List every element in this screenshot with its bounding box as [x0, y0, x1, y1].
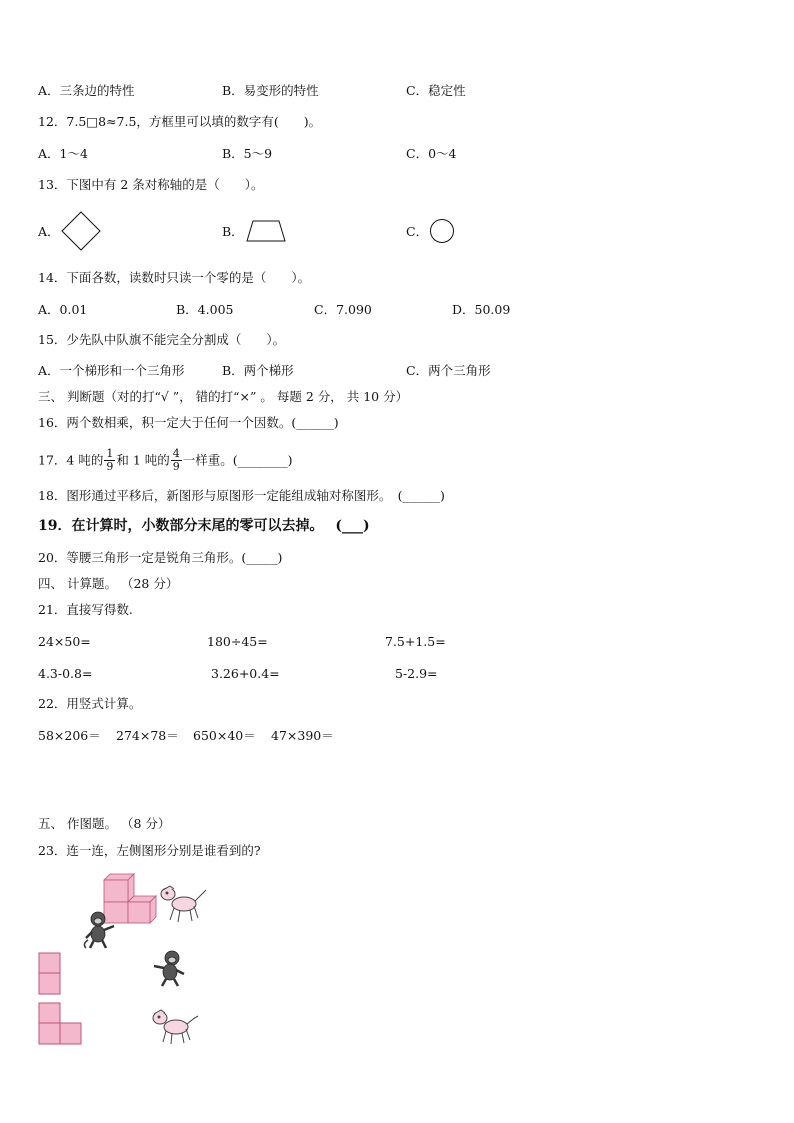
q18-text: 18．图形通过平移后，新图形与原图形一定能组成轴对称图形。 (______): [38, 488, 445, 503]
q11-option-b: B．易变形的特性: [222, 83, 319, 98]
q12-option-b: B．5～9: [222, 146, 273, 161]
q17-fraction-2-numerator: 4: [172, 447, 180, 460]
q13-option-b: B．: [222, 224, 244, 239]
q21-item: 24×50=: [38, 634, 91, 649]
q22-item: 650×40＝: [193, 728, 256, 743]
view-two-stacked-squares: [38, 952, 62, 996]
q17-fraction-2-denominator: 9: [172, 460, 180, 473]
diamond-icon: [62, 212, 102, 252]
q14-option-d: D．50.09: [452, 302, 511, 317]
q21-item: 180÷45=: [207, 634, 268, 649]
q21-stem: 21．直接写得数.: [38, 602, 133, 617]
q14-option-c: C．7.090: [314, 302, 372, 317]
q12-option-a: A．1～4: [38, 146, 88, 161]
q15-option-b: B．两个梯形: [222, 363, 294, 378]
q12-stem: 12．7.5□8≈7.5，方框里可以填的数字有( )。: [38, 114, 322, 129]
q14-option-b: B．4.005: [176, 302, 234, 317]
q11-option-a: A．三条边的特性: [38, 83, 135, 98]
q11-option-c: C．稳定性: [406, 83, 466, 98]
q21-item: 5-2.9=: [395, 666, 438, 681]
q17-fraction-1-denominator: 9: [106, 460, 114, 473]
q15-option-c: C．两个三角形: [406, 363, 491, 378]
q17-text: [38, 446, 293, 475]
monkey-icon: [152, 950, 186, 988]
q14-option-a: A．0.01: [38, 302, 88, 317]
q17-part2: 和 1 吨的: [116, 452, 170, 468]
section-5-heading: 五、 作图题。 （8 分）: [38, 816, 171, 831]
dog-icon: [150, 1008, 200, 1046]
q22-item: 47×390＝: [271, 728, 334, 743]
q22-stem: 22．用竖式计算。: [38, 696, 142, 711]
q17-fraction-1: [104, 448, 115, 473]
q19-text: 19．在计算时，小数部分末尾的零可以去掉。 (___): [38, 518, 370, 534]
trapezoid-icon: [246, 220, 288, 244]
q21-item: 7.5+1.5=: [385, 634, 446, 649]
q15-option-a: A．一个梯形和一个三角形: [38, 363, 185, 378]
circle-icon: [430, 219, 456, 245]
q23-stem: 23．连一连，左侧图形分别是谁看到的?: [38, 843, 261, 858]
view-l-shape-squares: [38, 1002, 84, 1046]
q21-item: 3.26+0.4=: [211, 666, 280, 681]
q17-fraction-2: [171, 448, 182, 473]
dog-icon: [158, 884, 208, 924]
section-3-heading: 三、 判断题（对的打“√ ”， 错的打“×” 。 每题 2 分， 共 10 分）: [38, 389, 409, 404]
q22-item: 274×78＝: [116, 728, 179, 743]
q17-part1: 17．4 吨的: [38, 452, 104, 468]
q17-part3: 一样重。(________): [182, 452, 293, 468]
q20-text: 20．等腰三角形一定是锐角三角形。(_____): [38, 550, 283, 565]
section-4-heading: 四、 计算题。 （28 分）: [38, 576, 179, 591]
q13-option-c: C．: [406, 224, 429, 239]
q15-stem: 15．少先队中队旗不能完全分割成（ ）。: [38, 332, 286, 347]
q22-item: 58×206＝: [38, 728, 101, 743]
q13-option-a: A．: [38, 224, 60, 239]
q21-item: 4.3-0.8=: [38, 666, 93, 681]
q14-stem: 14．下面各数，读数时只读一个零的是（ ）。: [38, 270, 311, 285]
monkey-icon: [84, 910, 116, 950]
q12-option-c: C．0～4: [406, 146, 457, 161]
q13-stem: 13．下图中有 2 条对称轴的是（ ）。: [38, 177, 264, 192]
q17-fraction-1-numerator: 1: [106, 447, 114, 460]
q16-text: 16．两个数相乘，积一定大于任何一个因数。(______): [38, 415, 339, 430]
